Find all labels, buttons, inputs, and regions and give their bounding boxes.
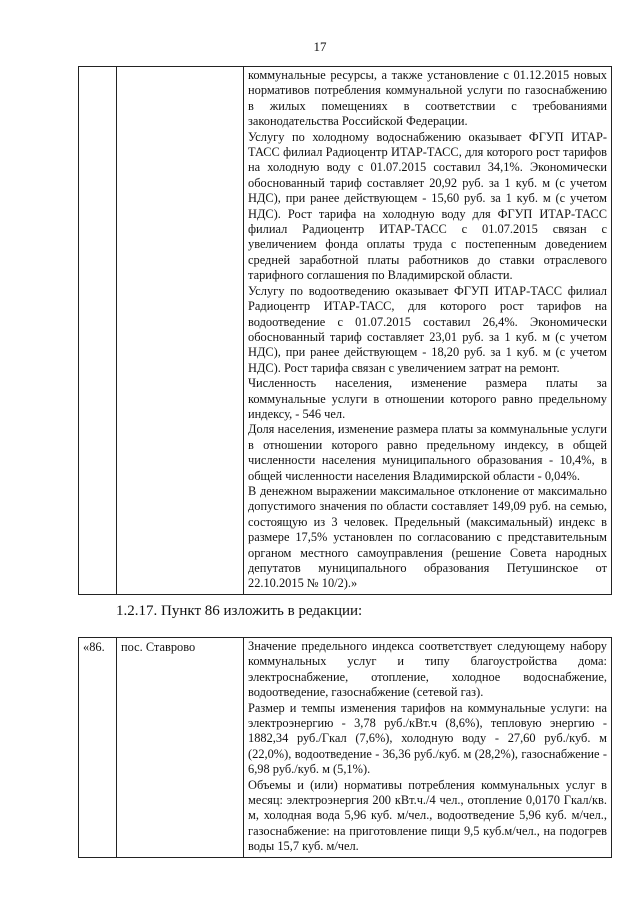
row-number-cell [79,67,117,595]
table-row [79,67,612,595]
page-number: 17 [313,39,327,54]
paragraph: Размер и темпы изменения тарифов на коммунальные услуги: на электроэнергию - 3,78 руб./кВт.ч (8,6%), тепловую энергию - 1882,34 руб./Гкал (7,6%), холодную воду - 27,60 руб./куб. м (22,0%), водоотведение - 36,36 руб./куб. м (28,2%), газоснабжение - 6,98 руб./куб. м (5,1%). [248,700,607,777]
description-cell [244,638,612,858]
locality-cell: пос. Ставрово [117,638,244,858]
table-row [79,638,612,858]
bottom-table [78,637,612,858]
top-table [78,66,612,595]
paragraph: Численность населения, изменение размера платы за коммунальные услуги в отношении которого равно предельному индексу, - 546 чел. [248,376,607,421]
paragraph: Объемы и (или) нормативы потребления коммунальных услуг в месяц: электроэнергия 200 кВт.ч./4 чел., отопление 0,0170 Гкал/кв. м, холодная вода 5,96 куб. м/чел., водоотведение 5,96 куб. м/чел., газоснабжение: на приготовление пищи 9,5 куб.м/чел., на подогрев воды 15,7 куб. м/чел. [248,777,607,854]
paragraph: В денежном выражении максимальное отклонение от максимально допустимого значения по области составляет 149,09 руб. на семью, состоящую из 3 человек. Предельный (максимальный) индекс в размере 17,5% установлен по согласованию с представительным органом местного самоуправления (решение Совета народных депутатов муниципального образования Петушинское от 22.10.2015 № 10/2).» [248,483,607,591]
locality-cell [117,67,244,595]
row-number-cell: «86. [79,638,117,858]
paragraph: коммунальные ресурсы, а также установление с 01.12.2015 новых нормативов потребления коммунальной услуги по газоснабжению в жилых помещениях в соответствии с требованиями законодательства Российской Федерации. [248,68,607,129]
paragraph: Услугу по холодному водоснабжению оказывает ФГУП ИТАР-ТАСС филиал Радиоцентр ИТАР-ТАСС, для которого рост тарифов на холодную воду с 01.07.2015 составил 34,1%. Экономически обоснованный тариф составляет 20,92 руб. за 1 куб. м (с учетом НДС), при ранее действующем - 15,60 руб. за 1 куб. м (с учетом НДС). Рост тарифа на холодную воду для ФГУП ИТАР-ТАСС филиал Радиоцентр ИТАР-ТАСС с 01.07.2015 связан с увеличением фонда оплаты труда с постепенным доведением средней заработной платы работников до ставки отраслевого тарифного соглашения по Владимирской области. [248,129,607,283]
section-heading: 1.2.17. Пункт 86 изложить в редакции: [116,603,363,619]
paragraph: Услугу по водоотведению оказывает ФГУП ИТАР-ТАСС филиал Радиоцентр ИТАР-ТАСС, для которого рост тарифов на водоотведение с 01.07.2015 составил 26,4%. Экономически обоснованный тариф составляет 23,01 руб. за 1 куб. м (с учетом НДС), при ранее действующем - 18,20 руб. за 1 куб. м (с учетом НДС). Рост тарифа связан с увеличением затрат на ремонт. [248,283,607,375]
paragraph: Доля населения, изменение размера платы за коммунальные услуги в отношении которого равно предельному индексу, в общей численности населения муниципального образования - 10,4%, в общей численности населения Владимирской области - 0,04%. [248,422,607,483]
description-cell [244,67,612,595]
paragraph: Значение предельного индекса соответствует следующему набору коммунальных услуг и типу благоустройства дома: электроснабжение, отопление, холодное водоснабжение, водоотведение, газоснабжение (сетевой газ). [248,639,607,700]
